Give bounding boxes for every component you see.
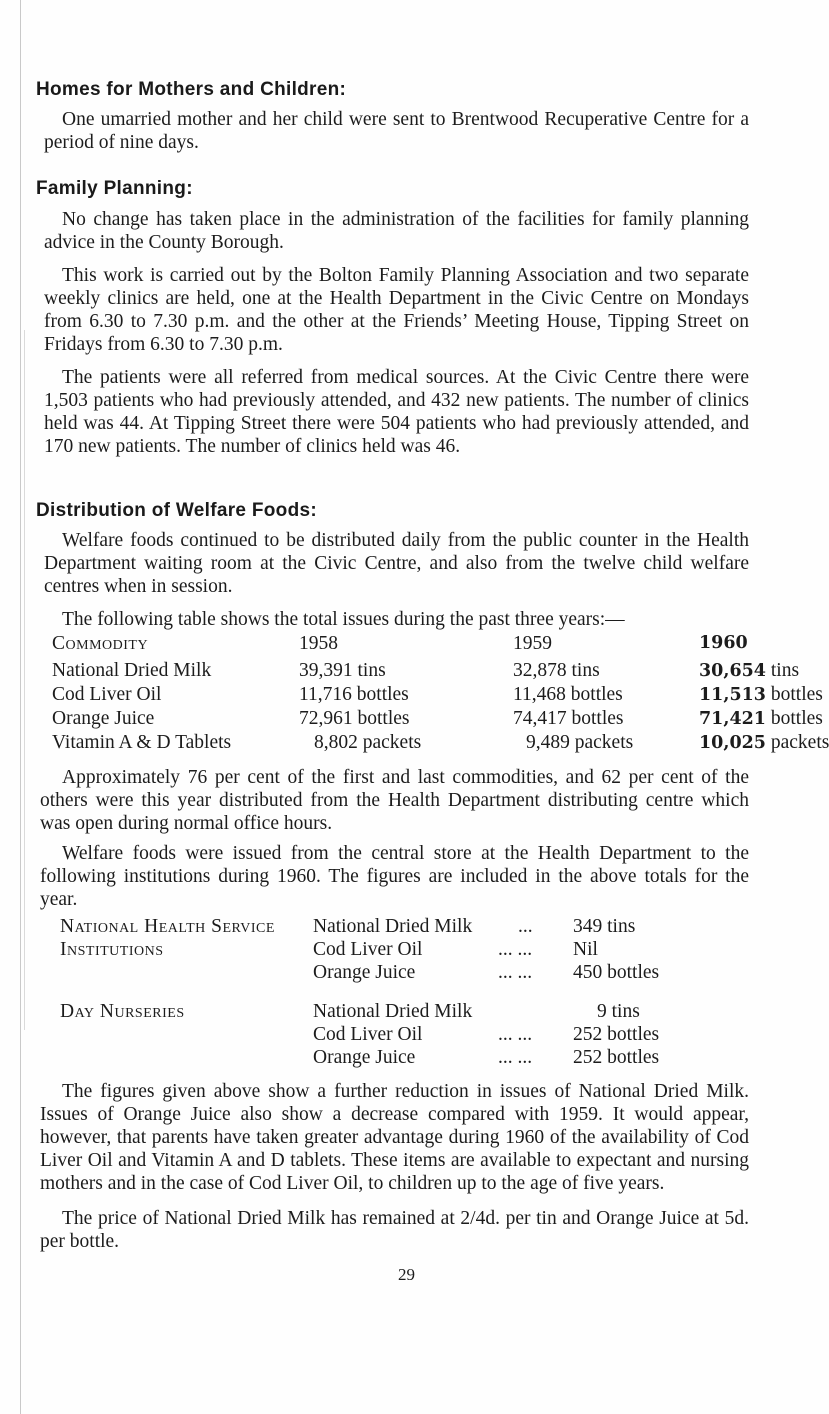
page-number: 29: [398, 1265, 415, 1284]
heading-family-planning: Family Planning:: [36, 178, 193, 199]
institution-qty: 349 tins: [573, 916, 636, 937]
institution-qty: 450 bottles: [573, 962, 660, 983]
table-header-1960: 1960: [699, 633, 748, 653]
table-cell-1960: [699, 708, 823, 730]
para-family-1: No change has taken place in the administration of the facilities for family planning advice in the County Borough.: [44, 209, 749, 253]
table-header-1958: 1958: [299, 633, 338, 654]
table-cell-1960: [699, 660, 799, 682]
table-cell-1960-value: 11,513: [699, 685, 766, 705]
para-welfare-2: The following table shows the total issues during the past three years:—: [62, 609, 625, 630]
institution-group-label: Institutions: [60, 939, 164, 960]
table-cell-1960: [699, 732, 829, 754]
institution-item: Cod Liver Oil: [313, 939, 423, 960]
para-welfare-4: Welfare foods were issued from the central store at the Health Department to the following institutions during 1960. The figures are included in the above totals for the year.: [40, 843, 749, 910]
list-item: [60, 939, 760, 962]
table-cell-1958: 39,391 tins: [299, 660, 386, 681]
list-item: [60, 962, 760, 985]
institution-item: Cod Liver Oil: [313, 1024, 423, 1045]
table-cell-1959: 74,417 bottles: [513, 708, 624, 729]
table-cell-1960: [699, 684, 823, 706]
institution-item: National Dried Milk: [313, 916, 473, 937]
institution-dots: ...: [518, 916, 533, 937]
institution-group-label: National Health Service: [60, 916, 275, 937]
table-cell-1958: 72,961 bottles: [299, 708, 410, 729]
table-cell-1960-unit: tins: [765, 660, 800, 681]
para-welfare-1: Welfare foods continued to be distributed daily from the public counter in the Health Department waiting room at the Civic Centre, and also from the twelve child welfare centres when in session.: [44, 530, 749, 597]
table-cell-1960-value: 10,025: [699, 733, 766, 753]
table-cell-1960-unit: bottles: [765, 684, 823, 705]
table-cell-commodity: Cod Liver Oil: [52, 684, 162, 705]
table-cell-1958: 11,716 bottles: [299, 684, 409, 705]
para-family-2: This work is carried out by the Bolton Family Planning Association and two separate weekly clinics are held, one at the Health Department in the Civic Centre on Mondays from 6.30 to 7.30 p.m. and the other at the Friends’ Meeting House, Tipping Street on Fridays from 6.30 to 7.30 p.m.: [44, 265, 749, 355]
heading-welfare-foods: Distribution of Welfare Foods:: [36, 500, 317, 521]
institution-dots: ... ...: [498, 939, 533, 960]
institution-dots: ... ...: [498, 1047, 533, 1068]
table-row: [52, 732, 829, 756]
table-row: [52, 708, 823, 732]
institution-qty: 252 bottles: [573, 1047, 660, 1068]
institution-qty: 9 tins: [597, 1001, 640, 1022]
table-cell-1959: 11,468 bottles: [513, 684, 623, 705]
heading-homes: Homes for Mothers and Children:: [36, 79, 347, 100]
table-row: [52, 684, 823, 708]
table-cell-1960-unit: packets: [765, 732, 829, 753]
list-item: [60, 1001, 760, 1024]
institution-qty: 252 bottles: [573, 1024, 660, 1045]
list-item: [60, 1047, 760, 1070]
table-cell-1960-value: 30,654: [699, 661, 766, 681]
institution-dots: ... ...: [498, 962, 533, 983]
table-cell-1958: 8,802 packets: [314, 732, 422, 753]
para-welfare-3: Approximately 76 per cent of the first and last commodities, and 62 per cent of the others were this year distributed from the Health Department distributing centre which was open during normal office hours.: [40, 767, 749, 834]
table-cell-commodity: Vitamin A & D Tablets: [52, 732, 232, 753]
table-header-row: [52, 633, 762, 657]
institution-item: Orange Juice: [313, 962, 416, 983]
institution-dots: ... ...: [498, 1024, 533, 1045]
para-family-3: The patients were all referred from medical sources. At the Civic Centre there were 1,503 patients who had previously attended, and 432 new patients. The number of clinics held was 44. At Tipping Street there were 504 patients who had previously attended, and 170 new patients. The number of clinics held was 46.: [44, 367, 749, 457]
list-item: [60, 916, 760, 939]
table-row: [52, 660, 800, 684]
table-header-1959: 1959: [513, 633, 552, 654]
table-cell-commodity: Orange Juice: [52, 708, 155, 729]
para-welfare-5: The figures given above show a further reduction in issues of National Dried Milk. Issues of Orange Juice also show a decrease compared with 1959. It would appear, however, that parents have taken greater advantage during 1960 of the availability of Cod Liver Oil and Vitamin A and D tablets. These items are available to expectant and nursing mothers and in the case of Cod Liver Oil, to children up to the age of five years.: [40, 1081, 749, 1194]
institution-group-label: Day Nurseries: [60, 1001, 185, 1022]
table-cell-1960-unit: bottles: [765, 708, 823, 729]
institution-item: Orange Juice: [313, 1047, 416, 1068]
table-cell-1959: 9,489 packets: [526, 732, 634, 753]
institution-qty: Nil: [573, 939, 598, 960]
table-header-commodity: Commodity: [52, 633, 149, 654]
table-cell-1959: 32,878 tins: [513, 660, 600, 681]
para-welfare-6: The price of National Dried Milk has remained at 2/4d. per tin and Orange Juice at 5d. per bottle.: [40, 1208, 749, 1252]
para-homes-1: One umarried mother and her child were sent to Brentwood Recuperative Centre for a period of nine days.: [44, 109, 749, 153]
table-cell-commodity: National Dried Milk: [52, 660, 212, 681]
institution-item: National Dried Milk: [313, 1001, 473, 1022]
list-item: [60, 1024, 760, 1047]
table-cell-1960-value: 71,421: [699, 709, 766, 729]
